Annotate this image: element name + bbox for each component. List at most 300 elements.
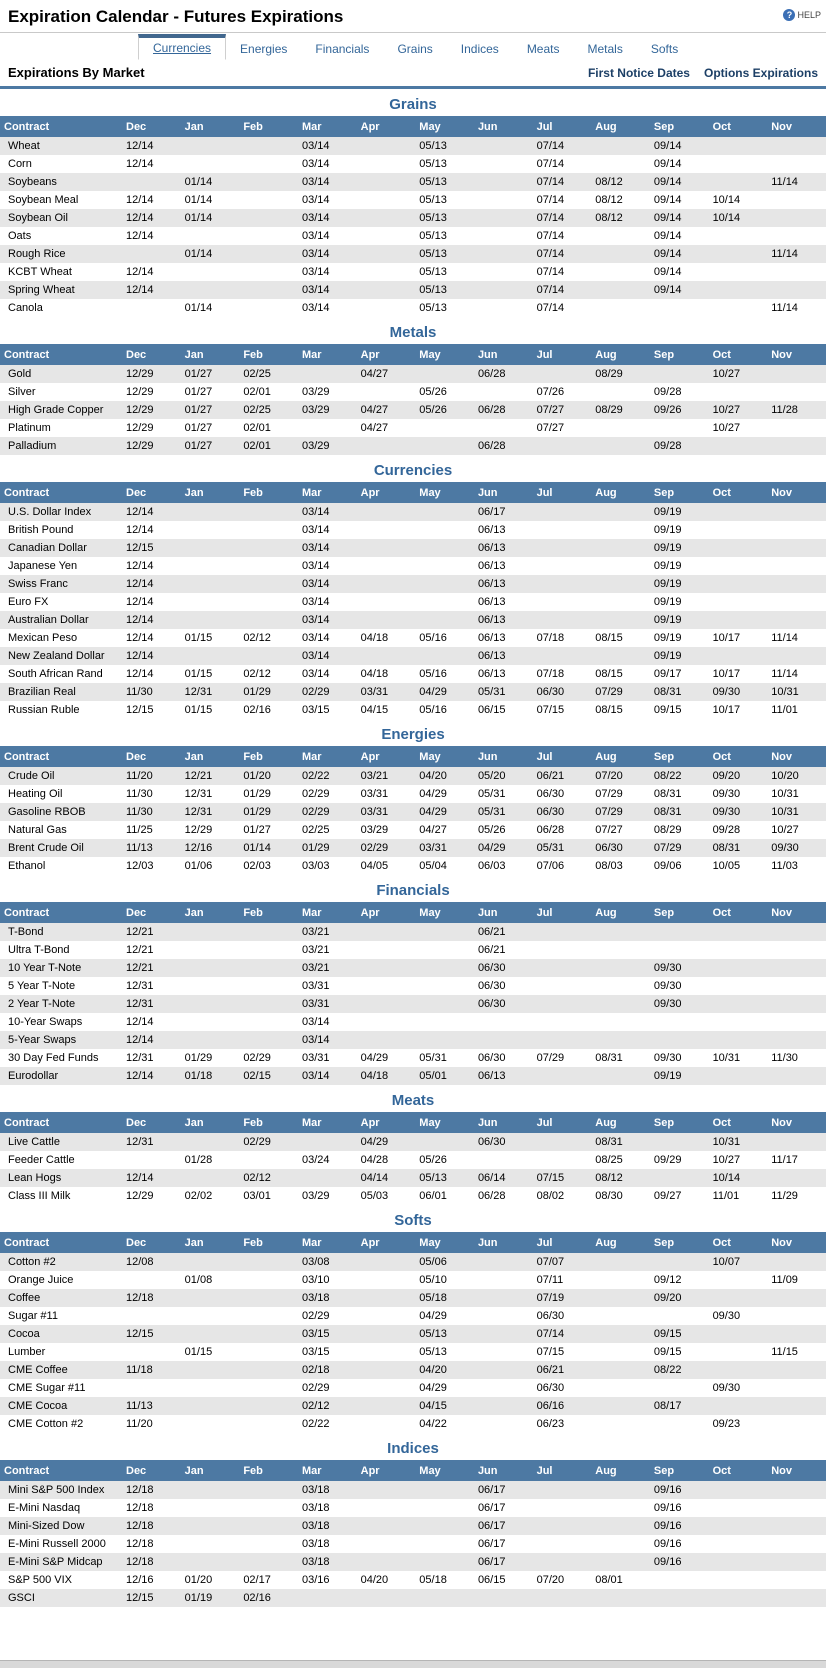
tab-meats[interactable] [513, 37, 574, 60]
expiration-date-cell-sep: 09/26 [653, 404, 682, 416]
expiration-date-cell-dec: 12/31 [126, 998, 154, 1010]
column-header-aug: Aug [591, 344, 650, 365]
expiration-date-cell-aug [591, 995, 650, 1013]
contract-name: 5-Year Swaps [8, 1034, 77, 1046]
expiration-date-cell-jul: 07/19 [536, 1292, 565, 1304]
contract-name: T-Bond [8, 926, 44, 938]
expiration-date-cell-jul [533, 611, 592, 629]
contract-name: Cocoa [8, 1328, 40, 1340]
expiration-date-cell-jun: 06/17 [477, 1556, 506, 1568]
expiration-date-cell-nov [767, 941, 826, 959]
expiration-date-cell-mar: 03/29 [301, 440, 330, 452]
expiration-date-cell-apr [357, 1307, 416, 1325]
expiration-date-cell-may: 04/29 [419, 1382, 447, 1394]
expiration-date-cell-dec: 12/14 [126, 506, 154, 518]
expiration-date-cell-feb: 01/27 [243, 824, 271, 836]
expiration-date-cell-sep [650, 1589, 709, 1607]
expiration-date-cell-mar: 02/29 [301, 1310, 330, 1322]
expiration-date-cell-dec: 12/14 [126, 560, 154, 572]
column-header-feb: Feb [239, 1460, 298, 1481]
expiration-date-cell-may [415, 593, 474, 611]
expiration-date-cell-feb [239, 1397, 298, 1415]
expiration-date-cell-jan: 01/29 [184, 1052, 213, 1064]
expiration-date-cell-sep: 09/19 [653, 1070, 682, 1082]
tab-grains[interactable] [383, 37, 446, 60]
expiration-date-cell-mar: 03/29 [301, 1190, 330, 1202]
expiration-date-cell-dec: 12/18 [126, 1502, 154, 1514]
expiration-date-cell-oct [709, 227, 768, 245]
expiration-date-cell-feb [239, 245, 298, 263]
expiration-date-cell-oct [709, 1325, 768, 1343]
expiration-date-cell-jun: 06/15 [477, 704, 506, 716]
expiration-date-cell-mar: 03/14 [301, 506, 330, 518]
expiration-date-cell-apr [357, 1397, 416, 1415]
expiration-date-cell-nov [767, 1415, 826, 1433]
expiration-date-cell-jun: 06/13 [477, 524, 506, 536]
expiration-date-cell-aug [591, 245, 650, 263]
expiration-date-cell-apr [357, 941, 416, 959]
expiration-date-cell-dec: 12/14 [126, 1070, 154, 1082]
expiration-date-cell-jun [474, 137, 533, 155]
expiration-date-cell-jan [181, 995, 240, 1013]
table-row [0, 1133, 826, 1151]
contract-name: Mini S&P 500 Index [8, 1484, 105, 1496]
expiration-date-cell-may [415, 419, 474, 437]
expiration-date-cell-sep: 09/30 [653, 980, 682, 992]
contract-name: Live Cattle [8, 1136, 60, 1148]
expiration-date-cell-nov: 11/03 [771, 860, 798, 872]
contract-name: Rough Rice [8, 248, 66, 260]
expiration-date-cell-nov: 11/14 [771, 248, 798, 260]
expiration-date-cell-jul: 07/27 [536, 422, 565, 434]
contract-name: Ethanol [8, 860, 46, 872]
expiration-date-cell-jun: 06/15 [477, 1574, 506, 1586]
expiration-date-cell-jan: 12/31 [184, 788, 213, 800]
column-header-dec: Dec [122, 746, 181, 767]
expiration-date-cell-may: 04/20 [419, 770, 447, 782]
expiration-date-cell-dec: 12/18 [126, 1484, 154, 1496]
expiration-date-cell-feb [239, 539, 298, 557]
expiration-date-cell-jan: 01/27 [184, 386, 213, 398]
expiration-date-cell-nov [767, 1517, 826, 1535]
expiration-date-cell-apr [357, 503, 416, 521]
expiration-date-cell-jun: 06/17 [477, 1538, 506, 1550]
table-row [0, 785, 826, 803]
column-header-oct: Oct [709, 1460, 768, 1481]
expiration-date-cell-jun [474, 281, 533, 299]
expiration-date-cell-sep: 09/14 [653, 266, 682, 278]
contract-name: Eurodollar [8, 1070, 59, 1082]
expiration-date-cell-nov: 11/30 [771, 1052, 798, 1064]
expiration-date-cell-jan [181, 1535, 240, 1553]
expiration-date-cell-aug [591, 611, 650, 629]
contract-name: Natural Gas [8, 824, 67, 836]
expiration-date-cell-dec: 12/29 [126, 422, 154, 434]
table-row [0, 191, 826, 209]
expiration-date-cell-nov: 10/31 [771, 788, 799, 800]
column-header-dec: Dec [122, 902, 181, 923]
expiration-date-cell-nov [767, 1289, 826, 1307]
contract-name: E-Mini S&P Midcap [8, 1556, 103, 1568]
column-header-sep: Sep [650, 344, 709, 365]
expiration-date-cell-dec: 11/30 [126, 686, 153, 698]
expiration-date-cell-apr [357, 959, 416, 977]
expiration-date-cell-aug [591, 539, 650, 557]
expiration-date-cell-apr [357, 575, 416, 593]
contract-name: Swiss Franc [8, 578, 68, 590]
contract-name: Orange Juice [8, 1274, 74, 1286]
expiration-date-cell-sep [650, 1169, 709, 1187]
expiration-date-cell-apr [357, 383, 416, 401]
column-header-dec: Dec [122, 482, 181, 503]
expiration-date-cell-jul [533, 959, 592, 977]
contract-name: Crude Oil [8, 770, 55, 782]
table-row [0, 977, 826, 995]
tab-metals[interactable] [574, 37, 637, 60]
expiration-date-cell-jun: 06/13 [477, 614, 506, 626]
expiration-date-cell-mar: 03/31 [301, 1052, 330, 1064]
expiration-date-cell-apr: 05/03 [360, 1190, 389, 1202]
expiration-date-cell-mar: 03/14 [301, 596, 330, 608]
expiration-date-cell-nov [767, 1589, 826, 1607]
expiration-date-cell-nov [767, 1379, 826, 1397]
table-row [0, 767, 826, 785]
table-row [0, 665, 826, 683]
expiration-date-cell-oct [709, 263, 768, 281]
expiration-date-cell-jun [474, 245, 533, 263]
expiration-date-cell-oct [709, 539, 768, 557]
expiration-date-cell-jun: 05/31 [477, 806, 506, 818]
table-row [0, 1325, 826, 1343]
expiration-date-cell-jan [181, 611, 240, 629]
column-header-oct: Oct [709, 1112, 768, 1133]
column-header-nov: Nov [767, 482, 826, 503]
expiration-date-cell-mar: 03/21 [301, 926, 330, 938]
contract-name: CME Cotton #2 [8, 1418, 84, 1430]
expiration-date-cell-nov [767, 1397, 826, 1415]
expiration-date-cell-jul: 06/16 [536, 1400, 565, 1412]
expiration-date-cell-mar: 03/14 [301, 212, 330, 224]
column-header-mar: Mar [298, 482, 357, 503]
column-header-jan: Jan [181, 344, 240, 365]
contract-name: CME Cocoa [8, 1400, 68, 1412]
expiration-date-cell-may: 05/13 [419, 176, 447, 188]
column-header-jul: Jul [533, 902, 592, 923]
table-row [0, 173, 826, 191]
expiration-date-cell-jul [533, 1067, 592, 1085]
expiration-date-cell-mar: 03/18 [301, 1520, 330, 1532]
column-header-jul: Jul [533, 344, 592, 365]
expiration-date-cell-apr [357, 1031, 416, 1049]
expiration-date-cell-dec: 12/21 [126, 962, 154, 974]
column-header-contract: Contract [0, 344, 122, 365]
table-row [0, 629, 826, 647]
expiration-date-cell-jan [181, 575, 240, 593]
column-header-jul: Jul [533, 482, 592, 503]
expiration-date-cell-oct: 10/17 [712, 704, 741, 716]
table-row [0, 383, 826, 401]
expiration-date-cell-feb [239, 959, 298, 977]
expiration-date-cell-jan [181, 1253, 240, 1271]
expiration-date-cell-oct: 10/27 [712, 404, 741, 416]
column-header-dec: Dec [122, 344, 181, 365]
expiration-date-cell-apr [357, 1517, 416, 1535]
expiration-date-cell-may [415, 1481, 474, 1499]
contract-name: Lean Hogs [8, 1172, 62, 1184]
table-row [0, 1169, 826, 1187]
column-header-sep: Sep [650, 116, 709, 137]
tab-label: Energies [240, 42, 288, 56]
contract-name: Silver [8, 386, 36, 398]
expiration-date-cell-jul [533, 1517, 592, 1535]
expiration-date-cell-jan: 01/14 [184, 176, 213, 188]
expiration-date-cell-feb: 02/15 [243, 1070, 271, 1082]
expiration-date-cell-feb: 01/29 [243, 686, 271, 698]
expiration-date-cell-jun: 06/30 [477, 980, 506, 992]
expiration-date-cell-jul: 06/21 [536, 1364, 565, 1376]
column-header-contract: Contract [0, 746, 122, 767]
expiration-date-cell-mar: 03/14 [301, 614, 330, 626]
expiration-date-cell-feb: 01/29 [243, 806, 271, 818]
expiration-date-cell-jul: 07/07 [536, 1256, 565, 1268]
expiration-date-cell-jul [533, 365, 592, 383]
expiration-date-cell-sep [650, 1031, 709, 1049]
column-header-contract: Contract [0, 1460, 122, 1481]
contract-name: 2 Year T-Note [8, 998, 76, 1010]
tab-financials[interactable] [301, 37, 383, 60]
column-header-aug: Aug [591, 746, 650, 767]
expiration-date-cell-jun: 06/13 [477, 668, 506, 680]
expiration-date-cell-apr [357, 1589, 416, 1607]
expiration-date-cell-sep: 09/28 [653, 386, 682, 398]
expiration-date-cell-oct [709, 503, 768, 521]
column-header-contract: Contract [0, 116, 122, 137]
expiration-date-cell-aug: 08/12 [595, 212, 623, 224]
expiration-date-cell-jan: 01/14 [184, 302, 213, 314]
expiration-date-cell-nov [767, 593, 826, 611]
expiration-date-cell-oct: 09/23 [712, 1418, 741, 1430]
expiration-date-cell-oct: 10/17 [712, 668, 741, 680]
expiration-date-cell-nov [767, 539, 826, 557]
expiration-date-cell-feb: 02/12 [243, 1172, 271, 1184]
expiration-date-cell-sep: 09/17 [653, 668, 682, 680]
table-row [0, 593, 826, 611]
table-row [0, 1361, 826, 1379]
expiration-date-cell-jul: 07/14 [536, 248, 565, 260]
expiration-date-cell-dec [122, 1271, 181, 1289]
table-row [0, 263, 826, 281]
column-header-jan: Jan [181, 746, 240, 767]
column-header-oct: Oct [709, 746, 768, 767]
expiration-date-cell-nov [767, 1553, 826, 1571]
expiration-date-cell-feb [239, 1253, 298, 1271]
expiration-date-cell-dec: 12/03 [126, 860, 154, 872]
expiration-date-cell-dec: 12/14 [126, 284, 154, 296]
contract-name: GSCI [8, 1592, 35, 1604]
subheader-divider [0, 86, 826, 89]
expiration-date-cell-aug: 08/12 [595, 194, 623, 206]
expiration-date-cell-aug [591, 647, 650, 665]
expiration-date-cell-aug: 08/31 [595, 1136, 623, 1148]
expiration-date-cell-jul [533, 437, 592, 455]
expiration-date-cell-aug [591, 521, 650, 539]
expiration-date-cell-jun [474, 1379, 533, 1397]
expiration-date-cell-may [415, 1499, 474, 1517]
expiration-date-cell-may [415, 1535, 474, 1553]
expiration-date-cell-jul: 07/15 [536, 1346, 565, 1358]
expiration-date-cell-jun: 06/17 [477, 1502, 506, 1514]
expiration-date-cell-may: 05/26 [419, 404, 447, 416]
column-header-apr: Apr [357, 1460, 416, 1481]
expiration-date-cell-apr: 03/31 [360, 686, 389, 698]
expiration-date-cell-may: 05/31 [419, 1052, 447, 1064]
tab-indices[interactable] [447, 37, 513, 60]
expiration-date-cell-nov [767, 365, 826, 383]
expiration-date-cell-jun: 06/17 [477, 1484, 506, 1496]
expiration-date-cell-jul: 07/14 [536, 194, 565, 206]
expiration-date-cell-jan: 02/02 [184, 1190, 213, 1202]
column-header-nov: Nov [767, 1232, 826, 1253]
column-header-may: May [415, 482, 474, 503]
expiration-date-cell-jul: 06/30 [536, 1382, 565, 1394]
contract-name: Gasoline RBOB [8, 806, 86, 818]
expiration-date-cell-dec: 12/29 [126, 440, 154, 452]
expiration-date-cell-nov: 11/09 [771, 1274, 798, 1286]
expiration-date-cell-feb: 02/01 [243, 422, 271, 434]
expiration-date-cell-aug [591, 227, 650, 245]
expiration-date-cell-apr: 04/05 [360, 860, 389, 872]
expiration-date-cell-apr [357, 1343, 416, 1361]
expiration-date-cell-dec: 12/31 [126, 980, 154, 992]
expiration-date-cell-jul [533, 1535, 592, 1553]
expiration-date-cell-nov [767, 155, 826, 173]
expiration-date-cell-mar: 03/03 [301, 860, 330, 872]
table-row [0, 683, 826, 701]
tab-energies[interactable] [226, 37, 301, 60]
expiration-date-cell-may: 03/31 [419, 842, 447, 854]
expiration-date-cell-dec: 12/14 [126, 212, 154, 224]
expiration-date-cell-sep [650, 419, 709, 437]
subheader-title: Expirations By Market [8, 65, 145, 80]
expiration-date-cell-mar: 03/14 [301, 284, 330, 296]
expiration-date-cell-jul [533, 593, 592, 611]
expiration-date-cell-feb: 02/29 [243, 1052, 271, 1064]
expiration-date-cell-jan: 01/20 [184, 1574, 213, 1586]
expiration-date-cell-jan: 01/08 [184, 1274, 213, 1286]
column-header-dec: Dec [122, 1232, 181, 1253]
expiration-date-cell-aug [591, 263, 650, 281]
expiration-date-cell-feb [239, 281, 298, 299]
market-section-indices [0, 1440, 826, 1607]
expiration-date-cell-may: 05/13 [419, 212, 447, 224]
expiration-date-cell-may [415, 437, 474, 455]
expiration-date-cell-nov: 11/29 [771, 1190, 798, 1202]
column-header-apr: Apr [357, 902, 416, 923]
table-row [0, 701, 826, 719]
expiration-date-cell-dec [122, 1151, 181, 1169]
expiration-date-cell-jan: 01/15 [184, 632, 213, 644]
expiration-date-cell-feb [239, 227, 298, 245]
contract-name: CME Coffee [8, 1364, 68, 1376]
column-header-may: May [415, 746, 474, 767]
options-expirations-link[interactable]: Options Expirations [703, 65, 818, 80]
expiration-date-cell-apr [357, 191, 416, 209]
column-header-jun: Jun [474, 746, 533, 767]
tab-softs[interactable] [637, 37, 692, 60]
contract-name: Russian Ruble [8, 704, 80, 716]
expiration-date-cell-oct [709, 1343, 768, 1361]
expiration-date-cell-aug [591, 1325, 650, 1343]
tab-currencies[interactable] [138, 34, 226, 60]
expiration-date-cell-nov [767, 1325, 826, 1343]
expiration-date-cell-apr: 03/21 [360, 770, 389, 782]
expiration-date-cell-aug: 08/15 [595, 632, 623, 644]
expiration-date-cell-may: 05/13 [419, 302, 447, 314]
expiration-date-cell-dec [122, 245, 181, 263]
expiration-date-cell-nov [767, 557, 826, 575]
column-header-may: May [415, 1112, 474, 1133]
expiration-date-cell-mar: 02/18 [301, 1364, 330, 1376]
expiration-date-cell-sep [650, 1571, 709, 1589]
expiration-date-cell-feb [239, 1307, 298, 1325]
expiration-date-cell-sep: 09/14 [653, 230, 682, 242]
expiration-date-cell-sep: 09/19 [653, 542, 682, 554]
contract-name: Australian Dollar [8, 614, 89, 626]
expiration-date-cell-aug [591, 137, 650, 155]
expiration-date-cell-mar: 02/22 [301, 770, 330, 782]
expiration-date-cell-dec: 12/14 [126, 266, 154, 278]
page-title: Expiration Calendar - Futures Expirations [8, 7, 344, 26]
expiration-date-cell-jul: 07/29 [536, 1052, 565, 1064]
expiration-date-cell-jan: 01/27 [184, 404, 213, 416]
expiration-date-cell-dec: 12/14 [126, 230, 154, 242]
expiration-date-cell-aug [591, 383, 650, 401]
first-notice-dates-link[interactable]: First Notice Dates [587, 65, 690, 80]
section-title: Grains [389, 96, 437, 113]
expiration-date-cell-may [415, 977, 474, 995]
column-header-aug: Aug [591, 116, 650, 137]
tab-label: Grains [397, 42, 433, 56]
help-button[interactable] [783, 9, 821, 21]
expiration-date-cell-jul [533, 521, 592, 539]
expiration-date-cell-sep: 09/20 [653, 1292, 682, 1304]
expiration-date-cell-jul [533, 575, 592, 593]
expiration-date-cell-may: 04/15 [419, 1400, 447, 1412]
expiration-date-cell-dec: 12/21 [126, 944, 154, 956]
expiration-date-cell-oct [709, 1517, 768, 1535]
column-header-feb: Feb [239, 1232, 298, 1253]
contract-name: E-Mini Russell 2000 [8, 1538, 106, 1550]
expiration-date-cell-apr: 04/27 [360, 404, 389, 416]
expiration-date-cell-dec: 11/18 [126, 1364, 153, 1376]
expiration-date-cell-jun [474, 1013, 533, 1031]
expiration-date-cell-nov [767, 1361, 826, 1379]
expiration-date-cell-dec: 11/25 [126, 824, 153, 836]
expiration-date-cell-jul: 07/15 [536, 704, 565, 716]
expiration-date-cell-dec: 12/18 [126, 1538, 154, 1550]
expiration-date-cell-jan [181, 941, 240, 959]
section-title: Indices [387, 1440, 439, 1457]
expiration-date-cell-aug [591, 1379, 650, 1397]
expiration-date-cell-oct [709, 281, 768, 299]
expiration-date-cell-may [415, 1553, 474, 1571]
expiration-date-cell-dec: 12/14 [126, 1034, 154, 1046]
expiration-date-cell-mar [298, 365, 357, 383]
column-header-mar: Mar [298, 1232, 357, 1253]
expiration-date-cell-nov: 11/28 [771, 404, 798, 416]
expiration-date-cell-feb: 01/20 [243, 770, 271, 782]
expiration-date-cell-aug [591, 419, 650, 437]
